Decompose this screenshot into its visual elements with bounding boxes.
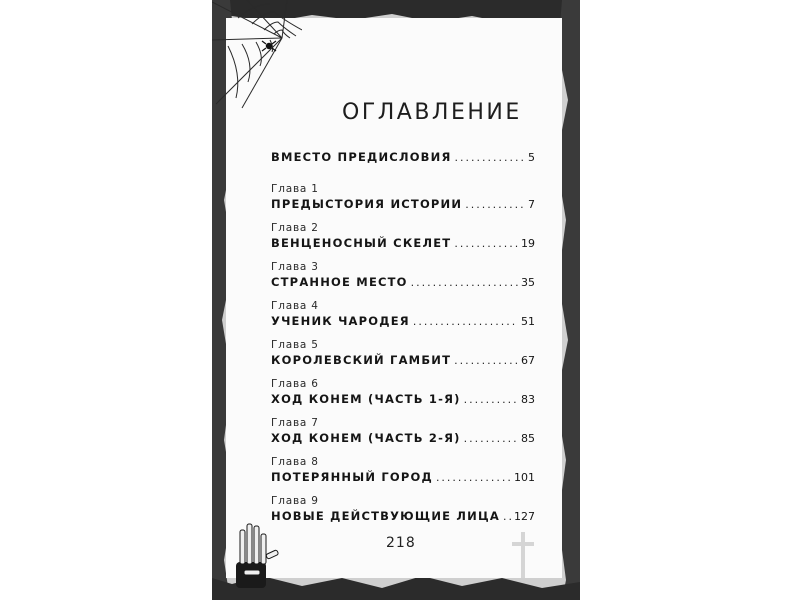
chapter-label: Глава 9	[271, 495, 319, 507]
dot-leader	[464, 391, 518, 408]
toc-entry-chapter-1	[271, 183, 535, 213]
chapter-label: Глава 3	[271, 261, 319, 273]
toc-entry-chapter-7	[271, 417, 535, 447]
toc-entry-chapter-4	[271, 300, 535, 330]
dot-leader	[413, 313, 518, 330]
chapter-title: ХОД КОНЕМ (ЧАСТЬ 2-Я)	[271, 431, 461, 445]
chapter-label: Глава 4	[271, 300, 319, 312]
skeleton-hand-icon	[232, 522, 282, 592]
dot-leader	[503, 508, 511, 525]
table-of-contents	[271, 149, 535, 534]
chapter-label: Глава 5	[271, 339, 319, 351]
dot-leader	[436, 469, 511, 486]
toc-page-number: 5	[528, 151, 535, 164]
toc-page-number: 51	[521, 315, 535, 328]
toc-entry-chapter-3	[271, 261, 535, 291]
dot-leader	[465, 196, 525, 213]
page-title: ОГЛАВЛЕНИЕ	[342, 100, 522, 125]
toc-page-number: 67	[521, 354, 535, 367]
grave-cross-icon	[508, 530, 538, 580]
dot-leader	[455, 149, 525, 166]
toc-entry-name: ВМЕСТО ПРЕДИСЛОВИЯ	[271, 150, 452, 164]
toc-page-number: 85	[521, 432, 535, 445]
chapter-title: ХОД КОНЕМ (ЧАСТЬ 1-Я)	[271, 392, 461, 406]
dot-leader	[464, 430, 518, 447]
chapter-title: ПРЕДЫСТОРИЯ ИСТОРИИ	[271, 197, 463, 211]
chapter-title: ПОТЕРЯННЫЙ ГОРОД	[271, 470, 433, 484]
page-number: 218	[386, 535, 416, 551]
toc-entry-chapter-2	[271, 222, 535, 252]
spider-web-icon	[212, 0, 302, 110]
chapter-title: СТРАННОЕ МЕСТО	[271, 275, 408, 289]
chapter-label: Глава 1	[271, 183, 319, 195]
toc-page-number: 83	[521, 393, 535, 406]
toc-page-number: 7	[528, 198, 535, 211]
toc-entry-chapter-8	[271, 456, 535, 486]
toc-page-number: 35	[521, 276, 535, 289]
toc-entry-chapter-9	[271, 495, 535, 525]
chapter-label: Глава 8	[271, 456, 319, 468]
toc-page-number: 127	[514, 510, 535, 523]
toc-page-number: 19	[521, 237, 535, 250]
toc-entry-preface	[271, 149, 535, 166]
chapter-label: Глава 7	[271, 417, 319, 429]
chapter-label: Глава 6	[271, 378, 319, 390]
chapter-title: КОРОЛЕВСКИЙ ГАМБИТ	[271, 353, 452, 367]
dot-leader	[454, 352, 518, 369]
dot-leader	[454, 235, 518, 252]
toc-page-number: 101	[514, 471, 535, 484]
dot-leader	[411, 274, 518, 291]
toc-entry-chapter-5	[271, 339, 535, 369]
chapter-title: НОВЫЕ ДЕЙСТВУЮЩИЕ ЛИЦА	[271, 509, 500, 523]
chapter-title: ВЕНЦЕНОСНЫЙ СКЕЛЕТ	[271, 236, 452, 250]
chapter-label: Глава 2	[271, 222, 319, 234]
chapter-title: УЧЕНИК ЧАРОДЕЯ	[271, 314, 410, 328]
toc-entry-chapter-6	[271, 378, 535, 408]
